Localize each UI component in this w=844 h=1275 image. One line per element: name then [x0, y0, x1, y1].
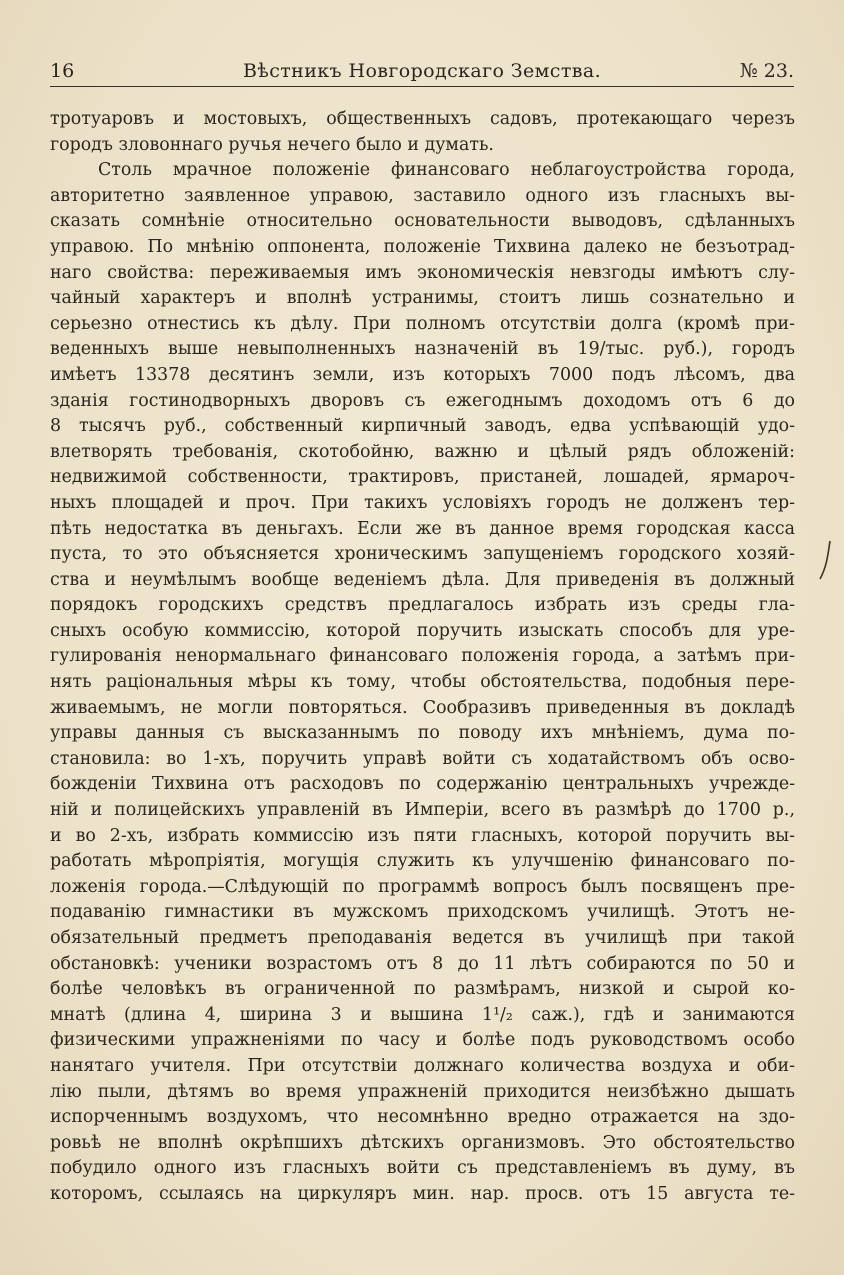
- page-number: 16: [50, 60, 75, 82]
- text-line: работать мѣропріятія, могущія служить къ улучшенію финансоваго по-: [50, 851, 795, 872]
- text-line: веденныхъ выше невыполненныхъ назначеній въ 19/тыс. руб.), городъ: [50, 339, 795, 360]
- text-line: пуста, то это объясняется хроническимъ запущеніемъ городского хозяй-: [50, 544, 795, 565]
- text-line: испорченнымъ воздухомъ, что несомнѣнно вредно отражается на здо-: [50, 1107, 795, 1128]
- text-line: управою. По мнѣнію оппонента, положеніе Тихвина далеко не безъотрад-: [50, 236, 795, 257]
- text-line: обстановкѣ: ученики возрастомъ отъ 8 до 11 лѣтъ собираются по 50 и: [50, 953, 795, 974]
- text-line: имѣетъ 13378 десятинъ земли, изъ которыхъ 7000 подъ лѣсомъ, два: [50, 364, 795, 385]
- text-line: которомъ, ссылаясь на циркуляръ мин. нар. просв. отъ 15 августа те-: [50, 1183, 795, 1204]
- body-text: [50, 107, 795, 1208]
- text-line: авторитетно заявленное управою, заставило одного изъ гласныхъ вы-: [50, 185, 795, 206]
- text-line: гулированія ненормальнаго финансоваго положенія города, а затѣмъ при-: [50, 646, 795, 667]
- text-line: городъ зловоннаго ручья нечего было и думать.: [50, 134, 494, 155]
- pencil-mark-icon: [818, 540, 832, 580]
- text-line: нять раціональныя мѣры къ тому, чтобы обстоятельства, подобныя пере-: [50, 672, 795, 693]
- text-line: ровьѣ не вполнѣ окрѣпшихъ дѣтскихъ организмовъ. Это обстоятельство: [50, 1132, 795, 1153]
- text-line: порядокъ городскихъ средствъ предлагалось избрать изъ среды гла-: [50, 595, 795, 616]
- text-line: побудило одного изъ гласныхъ войти съ представленіемъ въ думу, въ: [50, 1158, 795, 1179]
- text-line: становила: во 1-хъ, поручить управѣ войти съ ходатайствомъ объ осво-: [50, 748, 795, 769]
- text-line: серьезно отнестись къ дѣлу. При полномъ отсутствіи долга (кромѣ при-: [50, 313, 795, 334]
- text-line: божденіи Тихвина отъ расходовъ по содержанію центральныхъ учрежде-: [50, 774, 795, 795]
- text-line: мнатѣ (длина 4, ширина 3 и вышина 1¹/₂ саж.), гдѣ и занимаются: [50, 1004, 795, 1025]
- text-line: ства и неумѣлымъ вообще веденіемъ дѣла. Для приведенія въ должный: [50, 569, 795, 590]
- issue-number: № 23.: [739, 60, 794, 82]
- text-line: зданія гостинодворныхъ дворовъ съ ежегоднымъ доходомъ отъ 6 до: [50, 390, 795, 411]
- text-line: физическими упражненіями по часу и болѣе подъ руководствомъ особо: [50, 1030, 795, 1051]
- text-line: живаемымъ, не могли повторяться. Сообразивъ приведенныя въ докладѣ: [50, 697, 795, 718]
- text-line: и во 2-хъ, избрать коммиссію изъ пяти гласныхъ, которой поручить вы-: [50, 825, 795, 846]
- text-line: Столь мрачное положеніе финансоваго неблагоустройства города,: [98, 160, 795, 181]
- text-line: подаванію гимнастики въ мужскомъ приходскомъ училищѣ. Этотъ не-: [50, 902, 795, 923]
- text-line: ложенія города.—Слѣдующій по программѣ вопросъ былъ посвященъ пре-: [50, 876, 795, 897]
- text-line: болѣе человѣкъ въ ограниченной по размѣрамъ, низкой и сырой ко-: [50, 979, 795, 1000]
- text-line: пѣть недостатка въ деньгахъ. Если же въ данное время городская касса: [50, 518, 795, 539]
- header-rule: [50, 86, 794, 87]
- text-line: 8 тысячъ руб., собственный кирпичный заводъ, едва успѣвающій удо-: [50, 416, 795, 437]
- text-line: чайный характеръ и вполнѣ устранимы, стоитъ лишь сознательно и: [50, 288, 795, 309]
- text-line: обязательный предметъ преподаванія ведется въ училищѣ при такой: [50, 928, 795, 948]
- text-line: сказать сомнѣніе относительно основательности выводовъ, сдѣланныхъ: [50, 211, 795, 232]
- text-line: лію пыли, дѣтямъ во время упражненій приходится неизбѣжно дышать: [50, 1081, 795, 1102]
- text-line: влетворять требованія, скотобойню, важню и цѣлый рядъ обложеній:: [50, 441, 795, 462]
- text-line: недвижимой собственности, трактировъ, пристаней, лошадей, ярмароч-: [50, 467, 795, 488]
- running-header: [50, 58, 794, 84]
- text-line: тротуаровъ и мостовыхъ, общественныхъ садовъ, протекающаго черезъ: [50, 109, 795, 129]
- text-line: наго свойства: переживаемыя имъ экономическія невзгоды имѣютъ слу-: [50, 262, 795, 283]
- text-line: ній и полицейскихъ управленій въ Имперіи, всего въ размѣрѣ до 1700 р.,: [50, 800, 795, 821]
- journal-title: Вѣстникъ Новгородскаго Земства.: [242, 60, 602, 82]
- text-line: нанятаго учителя. При отсутствіи должнаго количества воздуха и оби-: [50, 1055, 795, 1076]
- text-line: сныхъ особую коммиссію, которой поручить изыскать способъ для уре-: [50, 620, 795, 641]
- text-line: ныхъ площадей и проч. При такихъ условіяхъ городъ не долженъ тер-: [50, 492, 795, 513]
- text-line: управы данныя съ высказаннымъ по поводу ихъ мнѣніемъ, дума по-: [50, 723, 795, 744]
